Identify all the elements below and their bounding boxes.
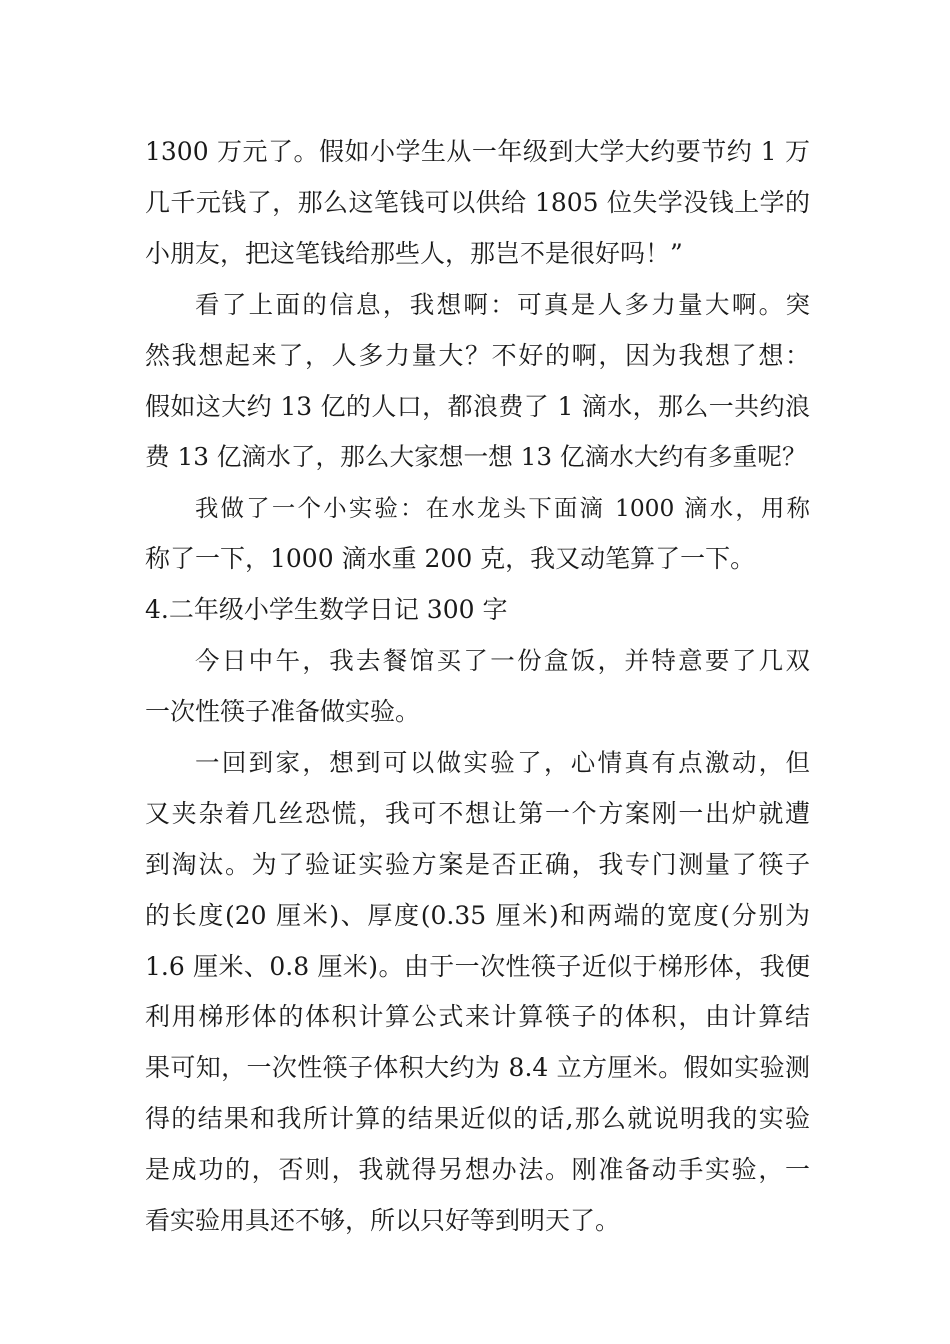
text-line: 然我想起来了，人多力量大？不好的啊，因为我想了想：: [145, 340, 810, 370]
heading-text: 4.二年级小学生数学日记 300 字: [145, 595, 508, 625]
text-line: 假如这大约 13 亿的人口，都浪费了 1 滴水，那么一共约浪: [145, 391, 810, 421]
paragraph: [145, 483, 810, 585]
text-line: 又夹杂着几丝恐慌，我可不想让第一个方案刚一出炉就遭: [145, 798, 810, 828]
text-line: 费 13 亿滴水了，那么大家想一想 13 亿滴水大约有多重呢？: [145, 442, 807, 472]
text-line: 看了上面的信息，我想啊：可真是人多力量大啊。突: [195, 289, 810, 319]
text-line: 是成功的，否则，我就得另想办法。刚准备动手实验，一: [145, 1155, 810, 1185]
document-body: [145, 127, 810, 1247]
text-line: 我做了一个小实验：在水龙头下面滴 1000 滴水，用称: [195, 494, 810, 523]
text-line: 果可知，一次性筷子体积大约为 8.4 立方厘米。假如实验测: [145, 1053, 810, 1083]
paragraph: [145, 738, 810, 1247]
text-line: 的长度(20 厘米)、厚度(0.35 厘米)和两端的宽度(分别为: [145, 900, 810, 930]
section-heading: [145, 585, 810, 636]
paragraph: [145, 280, 810, 484]
text-line: 得的结果和我所计算的结果近似的话,那么就说明我的实验: [145, 1104, 810, 1134]
text-line: 今日中午，我去餐馆买了一份盒饭，并特意要了几双: [195, 646, 810, 676]
text-line: 到淘汰。为了验证实验方案是否正确，我专门测量了筷子: [145, 849, 810, 879]
paragraph-continuation: [145, 127, 810, 280]
text-line: 几千元钱了，那么这笔钱可以供给 1805 位失学没钱上学的: [145, 187, 810, 217]
paragraph: [145, 636, 810, 738]
text-line: 看实验用具还不够，所以只好等到明天了。: [145, 1206, 621, 1236]
text-line: 一回到家，想到可以做实验了，心情真有点激动，但: [195, 747, 810, 777]
text-line: 1.6 厘米、0.8 厘米)。由于一次性筷子近似于梯形体，我便: [145, 951, 810, 981]
text-line: 称了一下，1000 滴水重 200 克，我又动笔算了一下。: [145, 544, 756, 574]
text-line: 小朋友，把这笔钱给那些人，那岂不是很好吗！”: [145, 238, 683, 268]
text-line: 1300 万元了。假如小学生从一年级到大学大约要节约 1 万: [145, 137, 810, 166]
text-line: 一次性筷子准备做实验。: [145, 696, 421, 726]
text-line: 利用梯形体的体积计算公式来计算筷子的体积，由计算结: [145, 1002, 810, 1032]
